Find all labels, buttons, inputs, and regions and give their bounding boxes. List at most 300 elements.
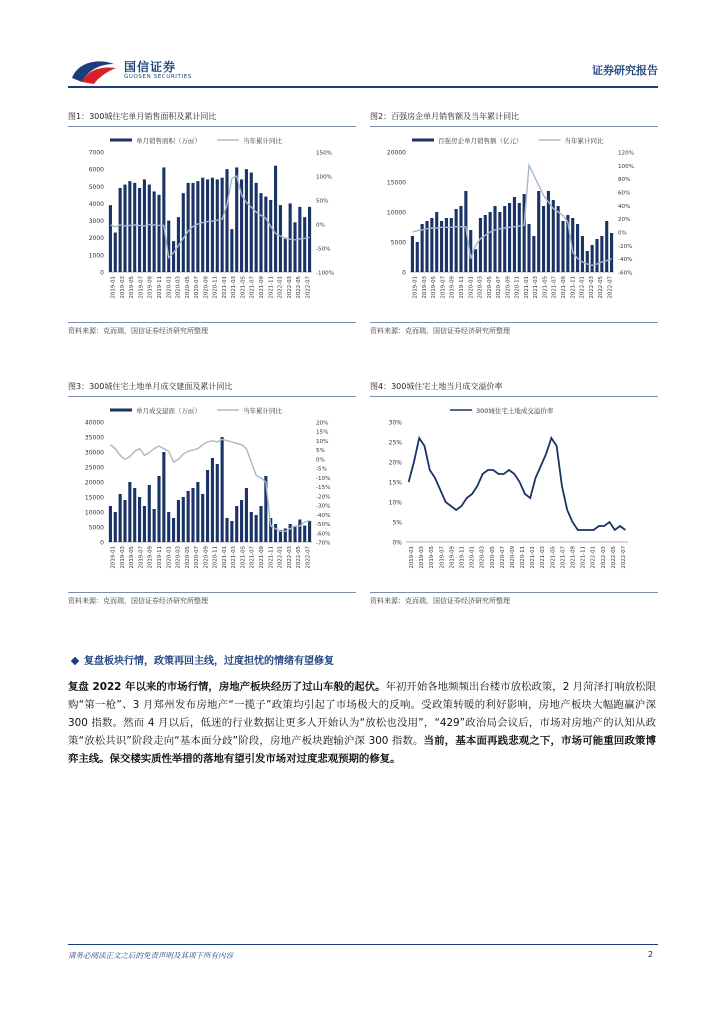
- chart-2-source: 资料来源：克而瑞，国信证券经济研究所整理: [370, 327, 510, 335]
- bar: [298, 520, 301, 543]
- bar: [187, 491, 190, 542]
- legend-label: 单月销售面积（万㎡）: [136, 137, 201, 145]
- x-tick-label: 2021-05: [550, 546, 557, 569]
- chart-1-source-divider: [68, 322, 356, 323]
- y2-tick-label: 50%: [316, 198, 329, 205]
- y2-tick-label: -50%: [316, 522, 331, 529]
- x-tick-label: 2022-07: [620, 545, 627, 569]
- x-tick-label: 2019-05: [431, 275, 438, 299]
- bar: [201, 178, 204, 272]
- bar: [259, 193, 262, 272]
- bar: [191, 488, 194, 542]
- legend-label: 当年累计同比: [243, 137, 282, 145]
- y2-tick-label: -100%: [316, 270, 335, 277]
- y-tick-label: 10%: [388, 499, 402, 507]
- logo-text-cn: 国信证券: [124, 60, 177, 74]
- bar: [138, 497, 141, 542]
- bar-series: [109, 437, 311, 542]
- x-tick-label: 2020-05: [486, 276, 493, 299]
- bar: [489, 212, 492, 272]
- bar: [162, 167, 165, 272]
- x-tick-label: 2020-01: [166, 275, 173, 299]
- bar: [172, 241, 175, 272]
- x-tick-label: 2019-07: [440, 275, 447, 299]
- y2-tick-label: -5%: [316, 466, 327, 473]
- y2-tick-label: -60%: [618, 270, 633, 277]
- x-tick-label: 2021-05: [542, 275, 549, 299]
- bar: [133, 488, 136, 542]
- chart-1-svg: [68, 132, 356, 320]
- bar: [557, 206, 560, 272]
- y-tick-label: 0%: [392, 539, 402, 547]
- y2-tick-label: 80%: [618, 177, 631, 184]
- chart-4-panel: [370, 380, 658, 610]
- y-tick-label: 2000: [88, 235, 104, 243]
- x-tick-label: 2020-01: [166, 545, 173, 569]
- x-tick-label: 2019-03: [119, 546, 126, 569]
- chart-1-panel: [68, 110, 356, 340]
- x-tick-label: 2020-05: [489, 545, 496, 569]
- chart-1-title: 图1：300城住宅单月销售面积及累计同比: [68, 110, 356, 127]
- header-divider: [68, 86, 658, 88]
- bar: [128, 181, 131, 272]
- x-tick-label: 2019-09: [449, 276, 456, 299]
- bar: [221, 178, 224, 272]
- bar: [182, 497, 185, 542]
- chart-4-source-divider: [370, 592, 658, 593]
- logo-mark-icon: [68, 56, 120, 86]
- x-tick-label: 2020-01: [469, 545, 476, 569]
- bar: [435, 212, 438, 272]
- y2-tick-label: -15%: [316, 485, 331, 492]
- bar: [123, 185, 126, 272]
- chart-3-source-divider: [68, 592, 356, 593]
- bar: [586, 251, 589, 272]
- chart-2-svg: [370, 132, 658, 320]
- y2-tick-label: -10%: [316, 475, 331, 482]
- bar: [269, 200, 272, 272]
- chart-3-source: 资料来源：克而瑞，国信证券经济研究所整理: [68, 597, 208, 605]
- x-tick-label: 2021-11: [268, 545, 275, 569]
- x-tick-label: 2020-05: [184, 546, 191, 569]
- bar: [542, 206, 545, 272]
- x-tick-label: 2021-03: [231, 545, 238, 569]
- bar: [172, 518, 175, 542]
- legend-label: 当年累计同比: [243, 407, 282, 415]
- x-tick-label: 2021-03: [231, 275, 238, 299]
- x-tick-label: 2022-07: [607, 275, 614, 299]
- x-tick-label: 2019-11: [157, 546, 163, 569]
- x-tick-label: 2019-09: [147, 276, 154, 299]
- y2-tick-label: 100%: [316, 174, 332, 181]
- page-number: 2: [648, 950, 654, 959]
- y-tick-label: 30%: [388, 419, 402, 427]
- bar: [532, 236, 535, 272]
- bar: [274, 524, 277, 542]
- x-tick-label: 2020-11: [514, 276, 521, 299]
- y2-tick-label: 150%: [316, 150, 332, 157]
- bar: [201, 494, 204, 542]
- x-tick-label: 2022-01: [277, 276, 284, 299]
- bar: [440, 221, 443, 272]
- x-tick-label: 2021-09: [259, 276, 265, 299]
- bar: [128, 482, 131, 542]
- bar: [250, 512, 253, 542]
- x-tick-label: 2020-11: [520, 546, 527, 569]
- y-tick-label: 4000: [88, 200, 104, 208]
- bar: [114, 512, 117, 542]
- bar: [196, 482, 199, 542]
- y-tick-label: 0: [100, 269, 104, 277]
- x-tick-label: 2021-03: [540, 546, 547, 569]
- bar: [109, 205, 112, 272]
- x-tick-label: 2021-01: [221, 546, 228, 569]
- y2-tick-label: 0%: [316, 457, 325, 464]
- x-tick-label: 2020-07: [496, 275, 503, 299]
- x-tick-label: 2020-11: [212, 276, 219, 299]
- y2-tick-label: -20%: [316, 494, 331, 501]
- x-tick-label: 2020-01: [468, 275, 475, 299]
- x-tick-label: 2022-01: [277, 546, 284, 569]
- bar: [264, 197, 267, 272]
- x-tick-label: 2020-07: [499, 545, 506, 569]
- x-tick-label: 2021-01: [530, 546, 537, 569]
- chart-4-plot: [370, 402, 658, 578]
- chart-3-title: 图3：300城住宅土地单月成交建面及累计同比: [68, 380, 356, 397]
- bar: [177, 500, 180, 542]
- bar: [450, 218, 453, 272]
- bar: [230, 229, 233, 272]
- bar: [211, 178, 214, 272]
- y2-tick-label: -20%: [618, 243, 633, 250]
- chart-4-title: 图4：300城住宅土地当月成交溢价率: [370, 380, 658, 397]
- y-tick-label: 40000: [84, 419, 104, 427]
- y-tick-label: 6000: [88, 166, 104, 174]
- x-tick-label: 2021-11: [580, 545, 587, 569]
- bar: [216, 179, 219, 272]
- x-tick-label: 2021-11: [570, 275, 577, 299]
- bar: [196, 181, 199, 272]
- x-tick-label: 2019-09: [449, 546, 456, 569]
- x-tick-label: 2019-01: [110, 546, 117, 569]
- x-tick-label: 2020-07: [194, 275, 201, 299]
- bar: [274, 166, 277, 272]
- chart-3-panel: [68, 380, 356, 610]
- bar: [411, 236, 414, 272]
- chart-1-plot: [68, 132, 356, 308]
- bar: [416, 242, 419, 272]
- bar: [123, 500, 126, 542]
- legend-label: 当年累计同比: [564, 137, 604, 145]
- bar: [230, 521, 233, 542]
- bar: [308, 521, 311, 542]
- x-tick-label: 2021-05: [240, 545, 247, 569]
- x-tick-label: 2019-11: [459, 276, 465, 299]
- x-tick-label: 2021-07: [249, 546, 256, 569]
- x-tick-label: 2019-03: [421, 276, 428, 299]
- y2-tick-label: 0%: [316, 222, 325, 229]
- bar: [284, 238, 287, 272]
- y-tick-label: 3000: [88, 218, 104, 226]
- x-tick-label: 2019-07: [138, 275, 145, 299]
- bar: [157, 195, 160, 272]
- x-tick-label: 2019-03: [419, 546, 426, 569]
- bar: [162, 452, 165, 542]
- bar: [595, 239, 598, 272]
- x-tick-label: 2021-09: [259, 546, 265, 569]
- bar: [235, 506, 238, 542]
- guosen-logo: [68, 56, 208, 86]
- chart-2-source-divider: [370, 322, 658, 323]
- y2-tick-label: 20%: [316, 420, 329, 427]
- x-tick-label: 2020-09: [203, 275, 210, 299]
- x-tick-label: 2019-05: [429, 546, 436, 569]
- bar-series: [411, 191, 613, 272]
- bar: [148, 185, 151, 272]
- bar: [293, 527, 296, 542]
- y-tick-label: 5000: [88, 183, 104, 191]
- y2-tick-label: -50%: [316, 246, 331, 253]
- y-tick-label: 0: [100, 539, 104, 547]
- x-tick-label: 2019-05: [129, 545, 136, 569]
- bar: [289, 524, 292, 542]
- y-tick-label: 15000: [386, 179, 406, 187]
- bar: [484, 215, 487, 272]
- x-tick-label: 2022-05: [610, 545, 617, 569]
- bar: [259, 506, 262, 542]
- bar: [255, 515, 258, 542]
- section-heading-text: 复盘板块行情，政策再回主线，过度担忧的情绪有望修复: [84, 656, 334, 667]
- bar: [279, 205, 282, 272]
- bar: [114, 233, 117, 272]
- y-tick-label: 20%: [388, 459, 402, 467]
- y2-tick-label: 100%: [618, 163, 634, 170]
- chart-2-plot: [370, 132, 658, 308]
- bar: [225, 169, 228, 272]
- bar: [421, 224, 424, 272]
- disclaimer-note: 请务必阅读正文之后的免责声明及其项下所有内容: [68, 951, 233, 960]
- bar: [109, 506, 112, 542]
- y-tick-label: 7000: [88, 149, 104, 157]
- x-tick-label: 2021-07: [249, 276, 256, 299]
- chart-3-svg: [68, 402, 356, 590]
- chart-2-title: 图2：百强房企单月销售额及当年累计同比: [370, 110, 658, 127]
- x-tick-label: 2022-01: [579, 276, 586, 299]
- x-tick-label: 2019-01: [409, 546, 416, 569]
- bar: [119, 188, 122, 272]
- bar: [153, 509, 156, 542]
- paragraph-body: 年初开始各地频频出台楼市放松政策，2 月菏泽打响放松限购“第一枪”、3 月郑州发布房地产“一揽子”政策均引起了市场极大的反响。受政策转暖的利好影响，房地产板块大幅跑赢沪深 300 指数。然而 4 月以后，低迷的行业数据让更多人开始认为“放松也没用”，“429”政治局会议后，市场对房地产的认知从政策“放松共识”阶段走向“基本面分歧”阶段，房地产板块跑输沪深 300 指数。: [68, 681, 656, 747]
- bar: [182, 193, 185, 272]
- bar: [245, 169, 248, 272]
- x-tick-label: 2022-03: [286, 546, 293, 569]
- bar: [508, 203, 511, 272]
- bar: [479, 218, 482, 272]
- y2-tick-label: -40%: [618, 257, 633, 264]
- bar: [133, 183, 136, 272]
- y-tick-label: 20000: [386, 149, 406, 157]
- chart-1-source: 资料来源：克而瑞，国信证券经济研究所整理: [68, 327, 208, 335]
- footer-divider: [68, 944, 658, 945]
- bar: [167, 512, 170, 542]
- x-tick-label: 2020-03: [479, 545, 486, 569]
- x-tick-label: 2022-01: [590, 545, 597, 569]
- x-tick-label: 2022-05: [296, 275, 303, 299]
- x-tick-label: 2020-07: [194, 545, 201, 569]
- x-tick-label: 2019-03: [119, 276, 126, 299]
- x-tick-label: 2022-03: [286, 276, 293, 299]
- bar: [138, 188, 141, 272]
- x-tick-label: 2020-03: [477, 276, 484, 299]
- y2-tick-label: 0%: [618, 230, 627, 237]
- bar: [445, 218, 448, 272]
- bar: [303, 217, 306, 272]
- y-tick-label: 5000: [88, 524, 104, 532]
- x-tick-label: 2022-07: [305, 275, 312, 299]
- x-tick-label: 2021-09: [561, 276, 567, 299]
- legend-label: 百强房企单月销售额（亿元）: [438, 137, 523, 145]
- x-tick-label: 2021-11: [268, 275, 275, 299]
- y2-tick-label: 60%: [618, 190, 631, 197]
- y2-tick-label: -30%: [316, 503, 331, 510]
- bar: [537, 191, 540, 272]
- paragraph-conclusion: 当前，基本面再践悲观之下，市场可能重回政策博弈主线。保交楼实质性举措的落地有望引发市场对过度悲观预期的修复。: [68, 735, 657, 765]
- x-tick-label: 2019-09: [147, 546, 154, 569]
- y-tick-label: 5000: [390, 239, 406, 247]
- y-tick-label: 35000: [84, 434, 104, 442]
- bar: [527, 224, 530, 272]
- x-tick-label: 2020-03: [175, 546, 182, 569]
- bar: [552, 200, 555, 272]
- x-tick-label: 2022-03: [588, 276, 595, 299]
- x-tick-label: 2019-07: [138, 545, 145, 569]
- bar: [148, 485, 151, 542]
- x-tick-label: 2020-11: [212, 546, 219, 569]
- bar: [289, 203, 292, 272]
- x-tick-label: 2020-03: [175, 276, 182, 299]
- y2-tick-label: 5%: [316, 448, 325, 455]
- bar: [576, 224, 579, 272]
- bar: [206, 179, 209, 272]
- y-tick-label: 1000: [88, 252, 104, 260]
- bar: [240, 500, 243, 542]
- bar: [455, 209, 458, 272]
- bar: [245, 488, 248, 542]
- bar: [581, 236, 584, 272]
- y-tick-label: 15%: [388, 479, 402, 487]
- bar: [157, 476, 160, 542]
- bar: [216, 464, 219, 542]
- line-series: [409, 438, 626, 530]
- y2-tick-label: -70%: [316, 540, 331, 547]
- bar: [221, 437, 224, 542]
- body-paragraph: [68, 678, 656, 768]
- y2-tick-label: 40%: [618, 203, 631, 210]
- bar: [503, 206, 506, 272]
- y-tick-label: 15000: [84, 494, 104, 502]
- bar: [293, 222, 296, 272]
- logo-text-en: GUOSEN SECURITIES: [124, 74, 192, 80]
- x-tick-label: 2022-07: [305, 545, 312, 569]
- report-type-label: 证券研究报告: [592, 64, 658, 77]
- bar: [308, 207, 311, 272]
- x-tick-label: 2019-11: [459, 546, 466, 569]
- y2-tick-label: 20%: [618, 217, 631, 224]
- y2-tick-label: 15%: [316, 429, 329, 436]
- bar: [459, 206, 462, 272]
- bar: [474, 249, 477, 272]
- x-tick-label: 2021-07: [551, 276, 558, 299]
- paragraph-lead: 复盘 2022 年以来的市场行情，房地产板块经历了过山车般的起伏。: [68, 681, 386, 693]
- x-tick-label: 2021-01: [221, 276, 228, 299]
- chart-3-plot: [68, 402, 356, 578]
- x-tick-label: 2022-03: [600, 545, 607, 569]
- chart-1-legend: [110, 136, 283, 145]
- chart-3-legend: [110, 406, 283, 415]
- chart-4-legend: [450, 406, 554, 415]
- diamond-bullet-icon: [71, 656, 79, 664]
- y2-tick-label: -40%: [316, 512, 331, 519]
- x-tick-label: 2019-11: [157, 276, 163, 299]
- bar: [430, 218, 433, 272]
- bar: [250, 173, 253, 272]
- y2-tick-label: 120%: [618, 150, 634, 157]
- x-tick-label: 2020-09: [509, 545, 516, 569]
- y-tick-label: 25%: [388, 439, 402, 447]
- bar: [605, 221, 608, 272]
- x-tick-label: 2020-09: [203, 545, 210, 569]
- x-tick-label: 2019-07: [439, 546, 446, 569]
- page-header: [68, 56, 658, 86]
- x-tick-label: 2021-03: [533, 275, 540, 299]
- y-tick-label: 0: [402, 269, 406, 277]
- y-tick-label: 20000: [84, 479, 104, 487]
- x-tick-label: 2020-09: [505, 275, 512, 299]
- bar: [206, 470, 209, 542]
- chart-4-source: 资料来源：克而瑞，国信证券经济研究所整理: [370, 597, 510, 605]
- bar: [255, 183, 258, 272]
- bar: [211, 458, 214, 542]
- x-tick-label: 2021-05: [240, 275, 247, 299]
- y2-tick-label: -60%: [316, 531, 331, 538]
- bar: [153, 191, 156, 272]
- section-heading: [68, 652, 658, 667]
- legend-label: 300城住宅土地成交溢价率: [476, 407, 554, 415]
- x-tick-label: 2021-01: [523, 276, 530, 299]
- y-tick-label: 25000: [84, 464, 104, 472]
- bar: [303, 526, 306, 543]
- x-tick-label: 2021-09: [570, 546, 577, 569]
- chart-2-legend: [412, 136, 604, 145]
- y2-tick-label: 10%: [316, 438, 329, 445]
- x-tick-label: 2019-01: [110, 276, 117, 299]
- bar: [600, 236, 603, 272]
- bar: [518, 203, 521, 272]
- chart-2-panel: [370, 110, 658, 340]
- bar: [493, 206, 496, 272]
- x-tick-label: 2022-05: [296, 545, 303, 569]
- chart-4-svg: [370, 402, 658, 590]
- bar: [513, 197, 516, 272]
- y-tick-label: 5%: [392, 519, 402, 527]
- bar: [119, 494, 122, 542]
- x-tick-label: 2020-05: [184, 276, 191, 299]
- bar-series: [109, 166, 311, 272]
- bar: [143, 506, 146, 542]
- bar: [225, 518, 228, 542]
- bar: [591, 245, 594, 272]
- x-tick-label: 2022-05: [598, 275, 605, 299]
